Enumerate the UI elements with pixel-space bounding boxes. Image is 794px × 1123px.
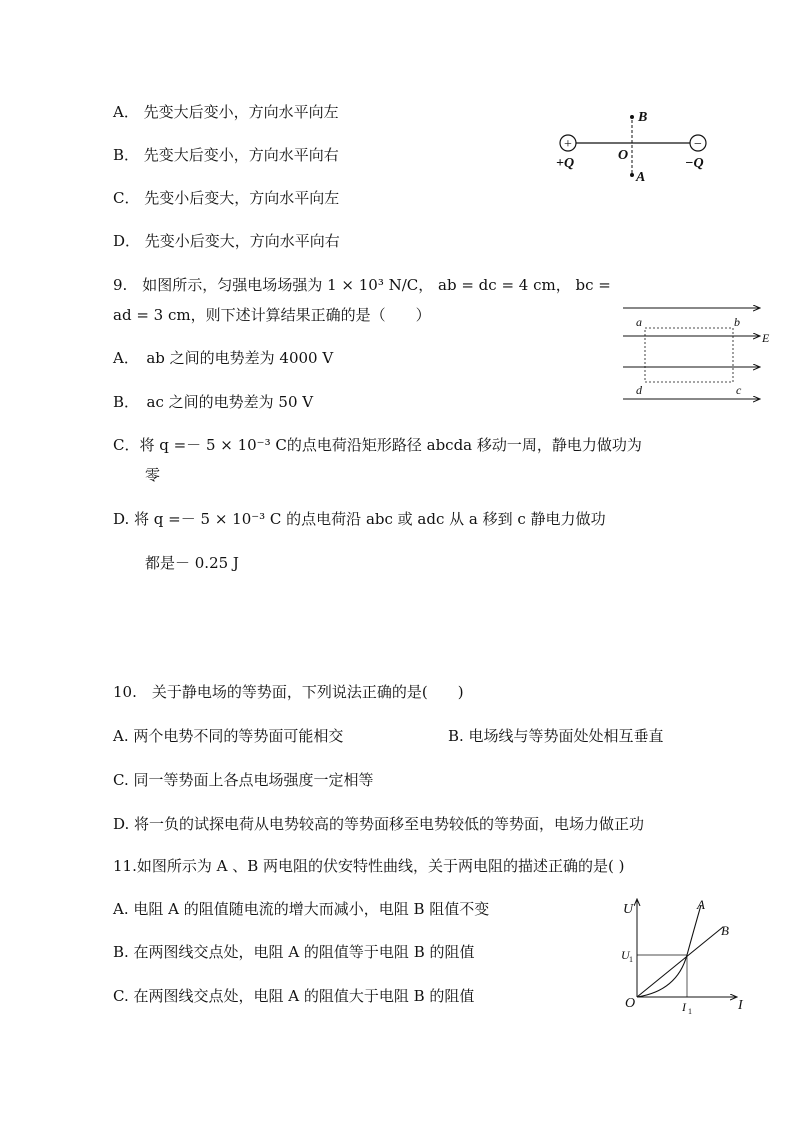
svg-text:+Q: +Q (556, 156, 575, 171)
svg-text:d: d (636, 383, 642, 397)
svg-text:A: A (636, 170, 646, 185)
q8-charges-figure (550, 105, 720, 185)
svg-text:E: E (762, 331, 770, 345)
svg-text:B: B (721, 923, 729, 938)
q8-option-c: C． 先变小后变大，方向水平向左 (113, 189, 340, 207)
q8-option-d: D． 先变小后变大，方向水平向右 (113, 232, 340, 250)
svg-text:U: U (621, 948, 630, 962)
q9-option-b: B． ac 之间的电势差为 50 V (113, 393, 314, 411)
svg-text:+: + (564, 137, 572, 152)
q9-option-c-line2: 零 (145, 466, 161, 484)
svg-text:b: b (734, 315, 740, 329)
q9-option-c-line1: C．将 q =－ 5 × 10⁻³ C的点电荷沿矩形路径 abcda 移动一周，静电力做功为 (113, 436, 642, 454)
svg-text:B: B (638, 110, 648, 125)
svg-text:A: A (697, 897, 705, 912)
q11-option-c: C. 在两图线交点处，电阻 A 的阻值大于电阻 B 的阻值 (113, 987, 475, 1005)
svg-text:−: − (694, 137, 702, 152)
svg-text:O: O (618, 148, 629, 163)
svg-text:a: a (636, 315, 642, 329)
svg-text:I: I (682, 1000, 686, 1014)
q10-option-b: B. 电场线与等势面处处相互垂直 (448, 727, 664, 745)
q9-option-a: A． ab 之间的电势差为 4000 V (113, 349, 334, 367)
svg-text:U: U (623, 902, 634, 917)
q9-option-d-line1: D. 将 q =－ 5 × 10⁻³ C 的点电荷沿 abc 或 adc 从 a 移到 c 静电力做功 (113, 510, 606, 528)
q9-field-figure (618, 300, 778, 410)
q8-option-a: A． 先变大后变小，方向水平向左 (113, 103, 339, 121)
q9-option-d-line2: 都是－ 0.25 J (145, 554, 239, 572)
q11-stem: 11.如图所示为 A 、B 两电阻的伏安特性曲线，关于两电阻的描述正确的是( ) (113, 857, 625, 875)
q11-option-a: A. 电阻 A 的阻值随电流的增大而减小，电阻 B 阻值不变 (113, 900, 490, 918)
q10-option-a: A. 两个电势不同的等势面可能相交 (113, 727, 344, 745)
svg-text:−Q: −Q (685, 156, 704, 171)
q10-option-c: C. 同一等势面上各点电场强度一定相等 (113, 771, 374, 789)
svg-text:I: I (738, 998, 743, 1013)
q11-ui-graph (615, 893, 750, 1015)
svg-text:1: 1 (688, 1007, 692, 1015)
q8-option-b: B． 先变大后变小，方向水平向右 (113, 146, 339, 164)
svg-text:c: c (736, 383, 742, 397)
q11-option-b: B. 在两图线交点处，电阻 A 的阻值等于电阻 B 的阻值 (113, 943, 475, 961)
svg-text:1: 1 (629, 955, 633, 964)
q9-stem-line1: 9. 如图所示，匀强电场场强为 1 × 10³ N/C， ab = dc = 4 cm， bc = (113, 276, 611, 294)
q10-stem: 10. 关于静电场的等势面，下列说法正确的是( ) (113, 683, 464, 701)
svg-text:O: O (625, 996, 636, 1011)
q10-option-d: D. 将一负的试探电荷从电势较高的等势面移至电势较低的等势面，电场力做正功 (113, 815, 645, 833)
q9-stem-line2: ad = 3 cm，则下述计算结果正确的是（ ） (113, 306, 431, 324)
